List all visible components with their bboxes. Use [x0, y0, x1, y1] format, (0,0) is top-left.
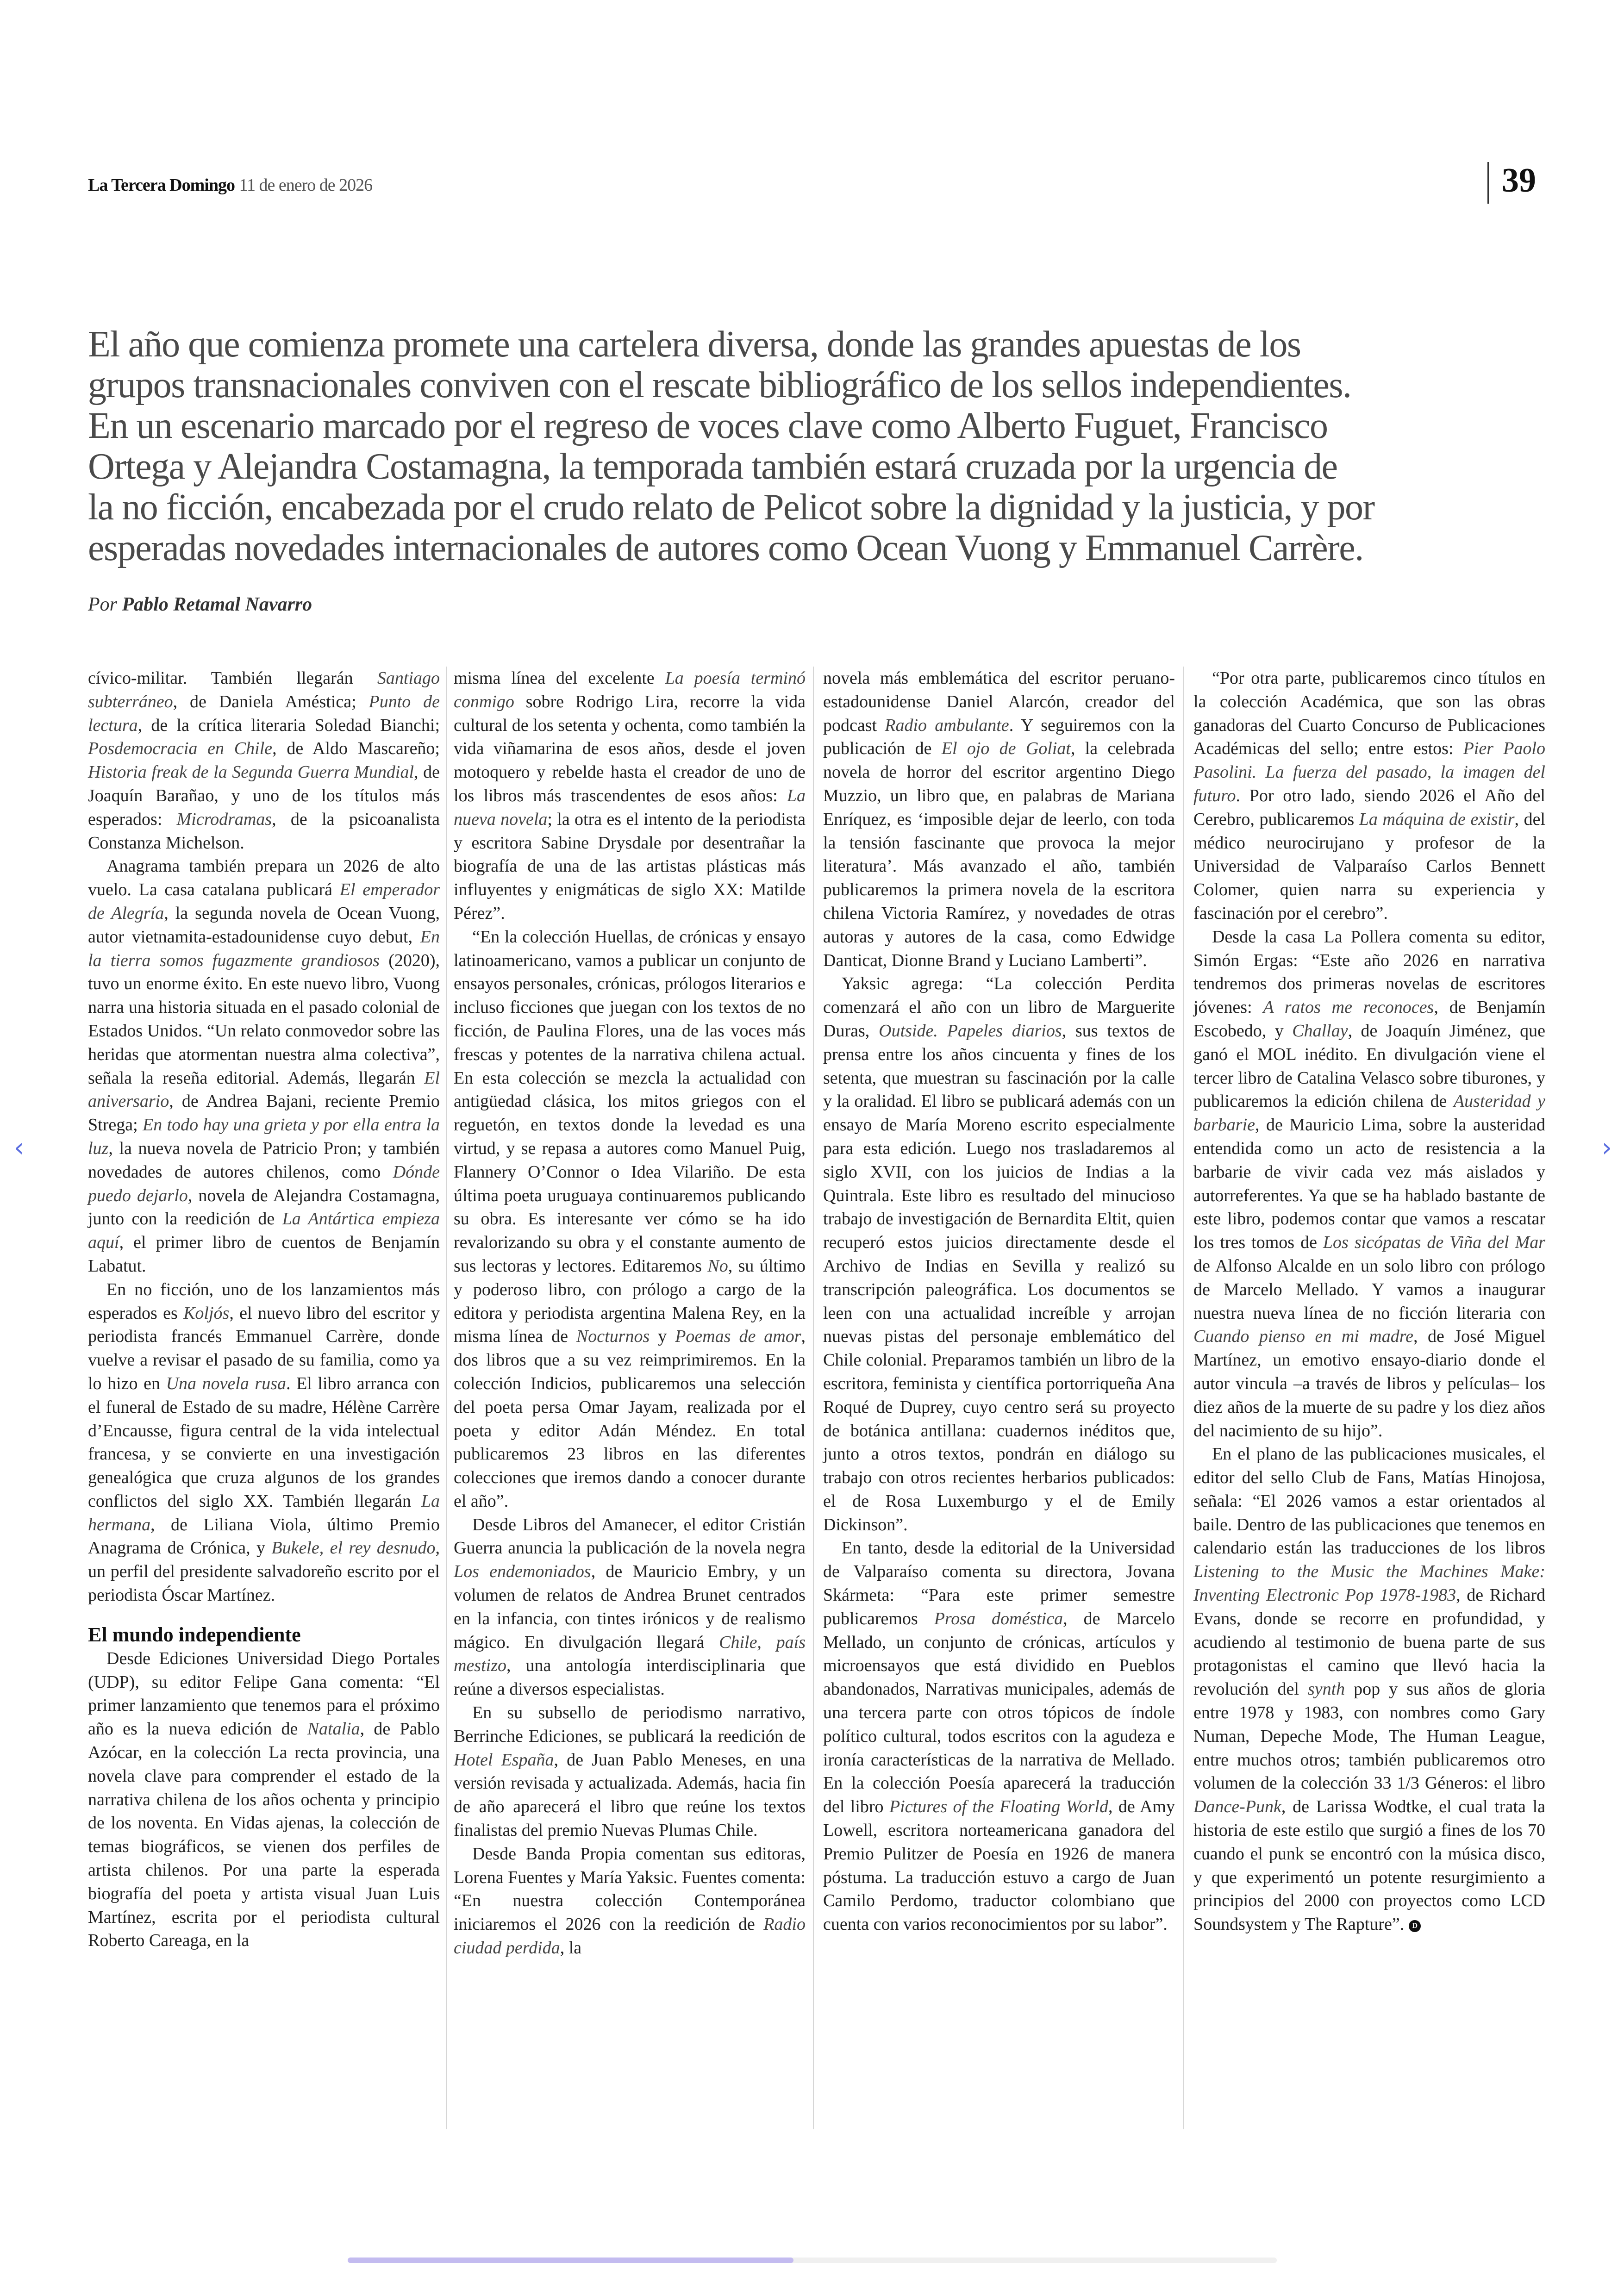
publication-name: La Tercera Domingo [88, 175, 235, 195]
page-progress-scrollbar[interactable] [348, 2258, 1277, 2263]
paragraph-text: de Alfonso Alcalde en un solo libro con prólogo de Marcelo Mellado. Y vamos a inaugurar nuestra nueva línea de no ficción literaria con [1193, 1256, 1545, 1323]
paragraph-text: . Por otro lado, siendo 2026 el Año del Cerebro, publicaremos [1193, 786, 1545, 829]
paragraph-text: . Y seguiremos con la publicación de [823, 715, 1175, 759]
book-title: Una novela rusa [166, 1373, 287, 1393]
paragraph-text: , de Daniela Améstica; [173, 692, 369, 711]
article-paragraph [454, 1513, 806, 1701]
paragraph-text: En su subsello de periodismo narrativo, Berrinche Ediciones, se publicará la reedición de [454, 1703, 806, 1746]
book-title: Santiago subterráneo [88, 668, 440, 711]
book-title: Bukele, el rey desnudo [271, 1538, 436, 1558]
book-title: No [707, 1256, 728, 1276]
book-title: Koljós [183, 1303, 230, 1323]
paragraph-text: En tanto, desde la editorial de la Universidad de Valparaíso comenta su directora, Jovana Skármeta: “Para este primer semestre publicaremos [823, 1538, 1175, 1628]
paragraph-text: ; la otra es el intento de la periodista y escritora Sabine Drysdale por desentrañar la biografía de una de las artistas plásticas más influyentes y enigmáticas de siglo XX: Matilde Pérez”. [454, 809, 806, 923]
book-title: Austeridad y barbarie [1193, 1091, 1545, 1135]
book-title: El aniversario [88, 1068, 440, 1111]
paragraph-text: , de Pablo Azócar, en la colección La recta provincia, una novela clave para comprender el estado de la narrativa chilena de los años ochenta y principio de los noventa. En Vidas ajenas, la colección de temas biográficos, se vienen dos perfiles de artista chilenos. Por una parte la esperada biografía del poeta y artista visual Juan Luis Martínez, escrita por el periodista cultural Roberto Careaga, en la [88, 1719, 440, 1951]
book-title: Challay [1292, 1021, 1348, 1041]
book-title: Punto de lectura [88, 692, 440, 735]
paragraph-text: , la segunda novela de Ocean Vuong, autor vietnamita-estadounidense cuyo debut, [88, 903, 440, 947]
book-title: Posdemocracia en Chile [88, 739, 273, 759]
article-paragraph [1193, 667, 1545, 925]
paragraph-text: , de Joaquín Barañao, y uno de los títulos más esperados: [88, 762, 440, 829]
book-title: El emperador de Alegría [88, 880, 440, 923]
book-title: Cuando pienso en mi madre [1193, 1327, 1413, 1347]
book-title: Radio ambulante [885, 715, 1009, 735]
paragraph-text: . El libro arranca con el funeral de Estado de su madre, Hélène Carrère d’Encausse, figura central de la vida intelectual francesa, y se convierte en una investigación genealógica que cruza algunos de los grandes conflictos del siglo XX. También llegarán [88, 1373, 440, 1511]
paragraph-text: , de Richard Evans, donde se recorre en profundidad, y acudiendo al testimonio de buena parte de sus protagonistas el camino que llevó hacia la revolución del [1193, 1585, 1546, 1699]
paragraph-text: , un perfil del presidente salvadoreño escrito por el periodista Óscar Martínez. [88, 1538, 440, 1605]
paragraph-text: , una antología interdisciplinaria que reúne a diversos especialistas. [454, 1656, 806, 1699]
article-paragraph [88, 667, 440, 854]
book-title: Los sicópatas de Viña del Mar [1323, 1233, 1545, 1253]
article-paragraph [454, 1842, 806, 1960]
paragraph-text: “En la colección Huellas, de crónicas y ensayo latinoamericano, vamos a publicar un conjunto de ensayos personales, crónicas, prólogos literarios e incluso ficciones que juegan con los textos de no ficción, de Paulina Flores, una de las voces más frescas y potentes de la narrativa chilena actual. En esta colección se mezcla la actualidad con antigüedad clásica, los mitos griegos con el reguetón, en textos donde la levedad es una virtud, y se repasa a autores como Manuel Puig, Flannery O’Connor o Idea Vilariño. De esta última poeta uruguaya continuaremos publicando su obra. Es interesante ver cómo se ha ido revalorizando su obra y el constante aumento de sus lectoras y lectores. Editaremos [454, 927, 806, 1276]
book-title: Radio ciudad perdida [454, 1915, 806, 1958]
book-title: Hotel España [454, 1750, 554, 1770]
book-title: En todo hay una grieta y por ella entra la luz [88, 1115, 440, 1158]
book-title: Chile, país mestizo [454, 1632, 806, 1676]
book-title: La máquina de existir [1359, 809, 1515, 829]
byline-prefix: Por [88, 594, 117, 615]
paragraph-text: , de Liliana Viola, último Premio Anagrama de Crónica, y [88, 1515, 440, 1558]
book-title: Dance-Punk [1193, 1797, 1281, 1817]
paragraph-text: , sus textos de prensa entre los años cincuenta y fines de los setenta, que muestran su fascinación por la calle y la oralidad. El libro se publicará además con un ensayo de María Moreno escrito especialmente para esta edición. Luego nos trasladaremos al siglo XVII, con los juicios de Indias a la Quintrala. Este libro es resultado del minucioso trabajo de investigación de Bernardita Eltit, quien recuperó estos juicios directamente desde el Archivo de Indias en Sevilla y realizó su transcripción paleográfica. Los documentos se leen con una actualidad increíble y arrojan nuevas pistas del personaje emblemático del Chile colonial. Preparamos también un libro de la escritora, feminista y científica portorriqueña Ana Roqué de Duprey, cuyo centro será su proyecto de botánica antillana: cuadernos inéditos que, junto a otros textos, pondrán en diálogo su trabajo con otros recientes herbarios publicados: el de Rosa Luxemburgo y el de Emily Dickinson”. [823, 1021, 1175, 1534]
paragraph-text: , del médico neurocirujano y profesor de la Universidad de Valparaíso Carlos Bennett Colomer, quien narra su experiencia y fascinación por el cerebro”. [1193, 809, 1545, 923]
paragraph-text: , dos libros que a su vez reimprimiremos. En la colección Indicios, publicaremos una selección del poeta persa Omar Jayam, realizada por el poeta y editor Adán Méndez. En total publicaremos 23 libros en las diferentes colecciones que iremos dando a conocer durante el año”. [454, 1327, 806, 1511]
paragraph-text: , de Benjamín Escobedo, y [1193, 998, 1546, 1041]
paragraph-text: , de Joaquín Jiménez, que ganó el MOL inédito. En divulgación viene el tercer libro de Catalina Velasco sobre tiburones, y publicaremos la edición chilena de [1193, 1021, 1545, 1111]
paragraph-text: , de José Miguel Martínez, un emotivo ensayo-diario donde el autor vincula –a través de libros y películas– los diez años de la muerte de su padre y los diez años del nacimiento de su hijo”. [1193, 1327, 1545, 1441]
paragraph-text: Desde Ediciones Universidad Diego Portales (UDP), su editor Felipe Gana comenta: “El primer lanzamiento que tenemos para el próximo año es la nueva edición de [88, 1648, 440, 1739]
paragraph-text: novela más emblemática del escritor peruano-estadounidense Daniel Alarcón, creador del podcast [823, 668, 1175, 735]
book-title: Nocturnos [576, 1327, 650, 1347]
book-title: Dónde puedo dejarlo [88, 1162, 440, 1205]
paragraph-text: , la [560, 1938, 582, 1958]
article-paragraph [823, 1536, 1175, 1936]
article-paragraph [454, 667, 806, 925]
paragraph-text: Desde la casa La Pollera comenta su editor, Simón Ergas: “Este año 2026 en narrativa tendremos dos primeras novelas de escritores jóvenes: [1193, 927, 1545, 1017]
byline-author: Pablo Retamal Navarro [122, 594, 312, 615]
paragraph-text: , de Juan Pablo Meneses, en una versión revisada y actualizada. Además, hacia fin de año aparecerá el libro que reúne los textos finalistas del premio Nuevas Plumas Chile. [454, 1750, 806, 1840]
column-divider [446, 667, 447, 2129]
article-paragraph [1193, 925, 1545, 1443]
paragraph-text: Yaksic agrega: “La colección Perdita comenzará el año con un libro de Marguerite Duras, [823, 974, 1175, 1041]
paragraph-text: , de la psicoanalista Constanza Michelson. [88, 809, 440, 853]
book-title: synth [1307, 1679, 1345, 1699]
page-progress-fill [348, 2258, 793, 2263]
paragraph-text: , de Aldo Mascareño; [272, 739, 440, 759]
book-title: Natalia [307, 1719, 360, 1739]
column-divider [1183, 667, 1184, 2129]
book-title: Pictures of the Floating World [889, 1797, 1108, 1817]
paragraph-text: , el primer libro de cuentos de Benjamín Labatut. [88, 1233, 440, 1276]
article-paragraph [454, 925, 806, 1513]
article-paragraph [88, 1647, 440, 1952]
deck-line: Ortega y Alejandra Costamagna, la temporada también estará cruzada por la urgencia de [88, 446, 1337, 487]
page-number-box [1487, 162, 1536, 204]
paragraph-text: cívico-militar. También llegarán [88, 668, 377, 688]
end-of-article-icon: D [1409, 1920, 1421, 1932]
book-title: Microdramas [176, 809, 272, 829]
paragraph-text: sobre Rodrigo Lira, recorre la vida cultural de los setenta y ochenta, como también la vida viñamarina de esos años, desde el joven motoquero y rebelde hasta el creador de uno de los libros más trascendentes de esos años: [454, 692, 806, 805]
paragraph-text: Desde Banda Propia comentan sus editoras, Lorena Fuentes y María Yaksic. Fuentes comenta: “En nuestra colección Contemporánea iniciaremos el 2026 con la reedición de [454, 1844, 806, 1934]
paragraph-text: En no ficción, uno de los lanzamientos más esperados es [88, 1279, 440, 1323]
book-title: Los endemoniados [454, 1562, 591, 1582]
paragraph-text: (2020), tuvo un enorme éxito. En este nuevo libro, Vuong narra una historia situada en el pasado colonial de Estados Unidos. “Un relato conmovedor sobre las heridas que atormentan nuestra alma colectiva”, señala la reseña editorial. Además, llegarán [88, 950, 440, 1088]
book-title: En la tierra somos fugazmente grandiosos [88, 927, 440, 970]
article-paragraph [454, 1701, 806, 1842]
book-title: La hermana [88, 1491, 440, 1534]
paragraph-text: , de la crítica literaria Soledad Bianchi; [137, 715, 440, 735]
book-title: Prosa doméstica [934, 1609, 1063, 1628]
deck-line: la no ficción, encabezada por el crudo relato de Pelicot sobre la dignidad y la justicia, y por [88, 487, 1374, 528]
masthead [88, 175, 372, 195]
article-column-2 [454, 667, 806, 1960]
paragraph-text: Desde Libros del Amanecer, el editor Cristián Guerra anuncia la publicación de la novela negra [454, 1515, 806, 1558]
paragraph-text: y [650, 1327, 675, 1347]
page-number: 39 [1502, 162, 1536, 200]
issue-date: 11 de enero de 2026 [239, 175, 373, 195]
article-paragraph [88, 1278, 440, 1607]
paragraph-text: misma línea del excelente [454, 668, 665, 688]
paragraph-text: Anagrama también prepara un 2026 de alto vuelo. La casa catalana publicará [88, 856, 440, 900]
article-paragraph [823, 972, 1175, 1536]
paragraph-text: , de Amy Lowell, escritora norteamericana ganadora del Premio Pulitzer de Poesía en 1926 de manera póstuma. La traducción estuvo a cargo de Juan Camilo Perdomo, traductor colombiano que cuenta con varios reconocimientos por su labor”. [823, 1797, 1175, 1934]
article-column-4 [1193, 667, 1545, 1936]
chevron-left-icon: ‹ [13, 1133, 25, 1163]
book-title: El ojo de Goliat [941, 739, 1071, 759]
book-title: Pier Paolo Pasolini. La fuerza del pasado, la imagen del futuro [1193, 739, 1545, 805]
article-column-3 [823, 667, 1175, 1936]
book-title: La nueva novela [454, 786, 806, 829]
deck-line: grupos transnacionales conviven con el rescate bibliográfico de los sellos independientes. [88, 365, 1351, 405]
book-title: Historia freak de la Segunda Guerra Mundial [88, 762, 414, 782]
paragraph-text: , el nuevo libro del escritor y periodista francés Emmanuel Carrère, donde vuelve a revisar el pasado de su familia, como ya lo hizo en [88, 1303, 440, 1393]
column-divider [813, 667, 814, 2129]
article-paragraph [88, 854, 440, 1278]
article-paragraph [823, 667, 1175, 972]
section-heading: El mundo independiente [88, 1623, 301, 1646]
paragraph-text: , la celebrada novela de horror del escritor argentino Diego Muzzio, un libro que, en palabras de Mariana Enríquez, es ‘imposible dejar de leerlo, con toda la tensión fascinante que provoca la mejor literatura’. Más avanzado el año, también publicaremos la primera novela de la escritora chilena Victoria Ramírez, y novedades de otras autoras y autores de la casa, como Edwidge Danticat, Dionne Brand y Luciano Lamberti”. [823, 739, 1175, 970]
book-title: La Antártica empieza aquí [88, 1209, 440, 1253]
byline [88, 593, 312, 616]
paragraph-text: , de Mauricio Embry, y un volumen de relatos de Andrea Brunet centrados en la infancia, con tintes irónicos y de realismo mágico. En divulgación llegará [454, 1562, 806, 1652]
paragraph-text: , su último y poderoso libro, con prólogo a cargo de la editora y periodista argentina Malena Rey, en la misma línea de [454, 1256, 806, 1347]
chevron-right-icon: › [1601, 1133, 1612, 1163]
previous-page-button[interactable] [7, 1132, 31, 1164]
article-column-1 [88, 667, 440, 1952]
paragraph-text: En el plano de las publicaciones musicales, el editor del sello Club de Fans, Matías Hinojosa, señala: “El 2026 vamos a estar orientados al baile. Dentro de las publicaciones que tenemos en calendario están las traducciones de los libros [1193, 1444, 1545, 1558]
book-title: Poemas de amor [675, 1327, 801, 1347]
deck-line: El año que comienza promete una cartelera diversa, donde las grandes apuestas de los [88, 324, 1301, 365]
paragraph-text: , la nueva novela de Patricio Pron; y también novedades de autores chilenos, como [88, 1138, 440, 1182]
book-title: A ratos me reconoces [1263, 998, 1434, 1017]
deck-line: En un escenario marcado por el regreso de voces clave como Alberto Fuguet, Francisco [88, 405, 1328, 446]
paragraph-text: “Por otra parte, publicaremos cinco títulos en la colección Académica, que son las obras ganadoras del Cuarto Concurso de Publicaciones Académicas del sello; entre estos: [1193, 668, 1545, 759]
paragraph-text: , de Marcelo Mellado, un conjunto de crónicas, artículos y microensayos que está dividido en Pueblos abandonados, Narrativas municipales, además de una tercera parte con otros tópicos de índole político cultural, todos escritos con la agudeza e ironía características de la narrativa de Mellado. En la colección Poesía aparecerá la traducción del libro [823, 1609, 1175, 1817]
next-page-button[interactable] [1595, 1132, 1618, 1164]
deck-line: esperadas novedades internacionales de autores como Ocean Vuong y Emmanuel Carrère. [88, 528, 1363, 568]
paragraph-text: , de Larissa Wodtke, el cual trata la historia de este estilo que surgió a fines de los 70 cuando el punk se encontró con la música disco, y que experimentó un potente resurgimiento a principios del 2000 con proyectos como LCD Soundsystem y The Rapture”. [1193, 1797, 1545, 1934]
book-title: Listening to the Music the Machines Make: Inventing Electronic Pop 1978-1983 [1193, 1562, 1545, 1605]
paragraph-text: , novela de Alejandra Costamagna, junto con la reedición de [88, 1185, 440, 1229]
book-title: Outside. Papeles diarios [879, 1021, 1062, 1041]
article-deck [88, 324, 1569, 568]
book-title: La poesía terminó conmigo [454, 668, 806, 711]
paragraph-text: , de Andrea Bajani, reciente Premio Strega; [88, 1091, 440, 1135]
paragraph-text: pop y sus años de gloria entre 1978 y 1983, con nombres como Gary Numan, Depeche Mode, The Human League, entre muchos otros; también publicaremos otro volumen de la colección 33 1/3 Géneros: el libro [1193, 1679, 1545, 1793]
paragraph-text: , de Mauricio Lima, sobre la austeridad entendida como un acto de resistencia a la barbarie de vivir cada vez más aislados y autorreferentes. Ya que se ha hablado bastante de este libro, podemos contar que vamos a rescatar los tres tomos de [1193, 1115, 1545, 1253]
article-paragraph [1193, 1442, 1545, 1936]
